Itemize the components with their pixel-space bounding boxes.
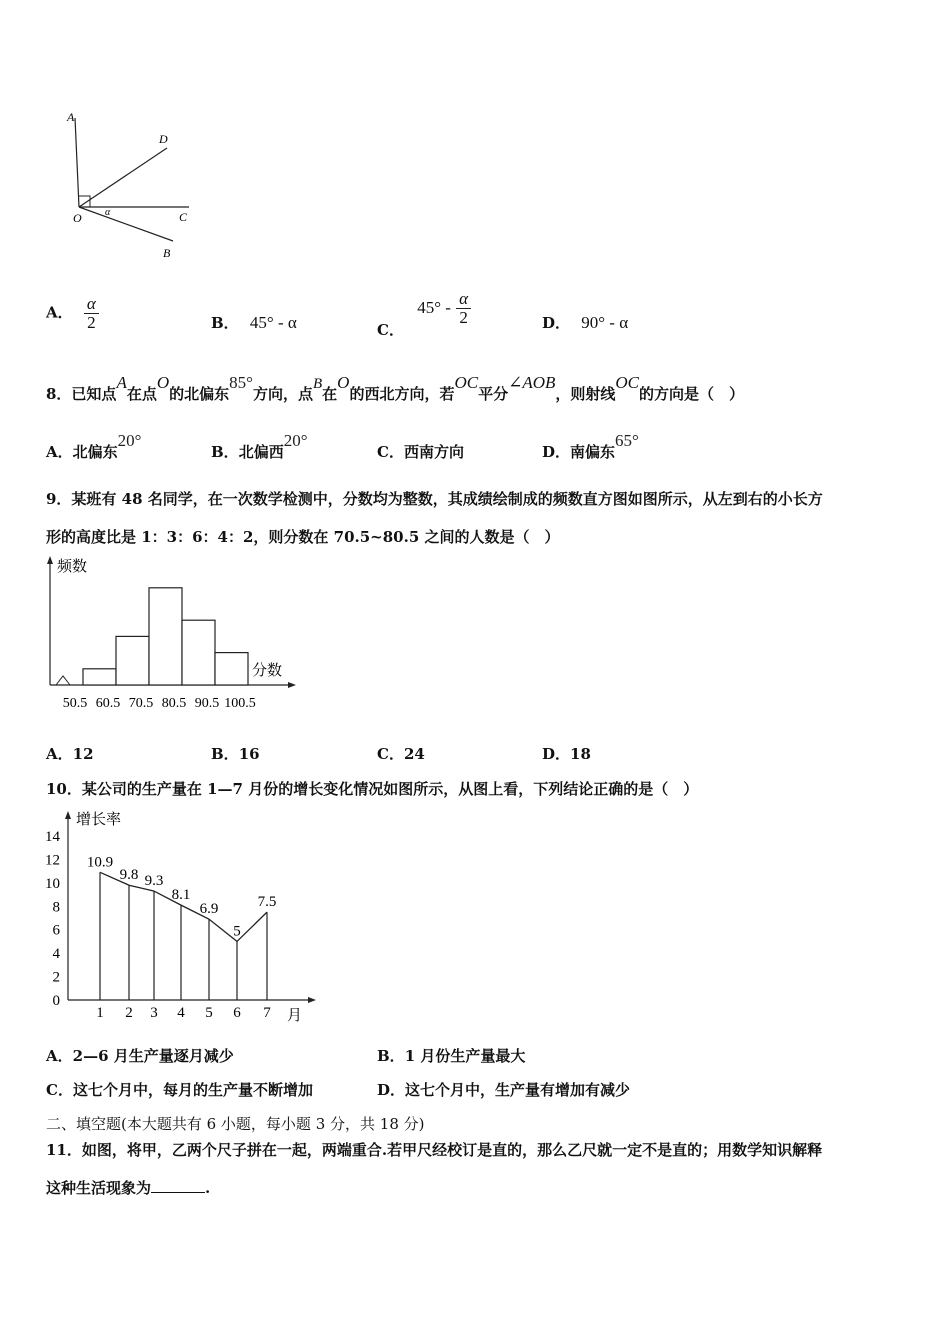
- histogram-bar: [149, 588, 182, 685]
- math-var: OC: [454, 373, 479, 392]
- fraction-denominator: 2: [459, 308, 468, 327]
- option-text: 2—6 月生产量逐月减少: [72, 1047, 234, 1065]
- q8-text: 方向，点: [252, 385, 313, 403]
- data-label: 5: [233, 923, 241, 940]
- math-angle: ∠AOB: [508, 373, 556, 392]
- q9-option-c[interactable]: [377, 743, 425, 764]
- option-letter: D．: [542, 314, 571, 332]
- option-text: 北偏东: [72, 443, 118, 461]
- option-text: 这七个月中，生产量有增加有减少: [405, 1081, 631, 1099]
- q7-option-c[interactable]: [377, 289, 471, 339]
- x-tick-label: 70.5: [128, 696, 154, 711]
- q8-text: 的方向是（ ）: [639, 385, 745, 403]
- x-axis-arrow: [288, 682, 296, 688]
- y-axis-arrow: [65, 811, 71, 819]
- label-O: O: [73, 211, 82, 225]
- option-text: 这七个月中，每月的生产量不断增加: [72, 1081, 313, 1099]
- x-tick-label: 100.5: [224, 696, 256, 711]
- fraction-denominator: 2: [87, 313, 96, 332]
- x-tick-label: 90.5: [194, 696, 220, 711]
- q11-text: .: [205, 1179, 211, 1197]
- q8-text: 在: [322, 385, 338, 403]
- histogram-bar: [182, 620, 215, 685]
- answer-blank[interactable]: [151, 1178, 205, 1193]
- option-letter: C．: [377, 320, 404, 339]
- x-axis-arrow: [308, 997, 316, 1003]
- fraction-numerator: α: [456, 290, 471, 309]
- x-tick-label: 6: [233, 1005, 241, 1021]
- option-expression: 45° -: [417, 297, 451, 317]
- q10-option-a[interactable]: [46, 1045, 234, 1066]
- math-degree: 85°: [229, 373, 253, 392]
- q8-option-d[interactable]: [542, 430, 639, 461]
- q10-stem: 10．某公司的生产量在 1—7 月份的增长变化情况如图所示，从图上看，下列结论正确的是（ ）: [46, 780, 699, 798]
- x-axis-label: 分数: [252, 663, 283, 679]
- q7-option-a[interactable]: [46, 295, 99, 332]
- option-letter: B．: [211, 443, 239, 461]
- data-label: 9.8: [119, 867, 139, 884]
- ray-OD: [79, 148, 167, 207]
- histogram-bar: [215, 653, 248, 685]
- y-tick-label: 14: [45, 829, 60, 845]
- q8-option-a[interactable]: [46, 430, 142, 461]
- option-text: 西南方向: [403, 443, 464, 461]
- y-tick-label: 6: [52, 922, 60, 939]
- option-letter: C．: [46, 1081, 73, 1099]
- section-title: 二、填空题(本大题共有 6 小题，每小题 3 分，共 18 分): [46, 1115, 425, 1133]
- ray-OB: [79, 207, 173, 241]
- option-letter: A．: [46, 303, 73, 322]
- q9-stem-line1: 9．某班有 48 名同学，在一次数学检测中，分数均为整数，其成绩绘制成的频数直方图如图所示，从左到右的小长方: [46, 490, 823, 508]
- q9-option-d[interactable]: [542, 743, 591, 764]
- label-B: B: [163, 246, 171, 260]
- y-tick-label: 8: [52, 899, 60, 916]
- option-text: 24: [403, 745, 425, 763]
- option-letter: B．: [211, 745, 239, 763]
- math-degree: 20°: [117, 431, 142, 450]
- data-label: 10.9: [86, 854, 114, 871]
- q7-option-b[interactable]: [211, 312, 297, 333]
- q8-text: 平分: [478, 385, 509, 403]
- q8-option-b[interactable]: [211, 430, 308, 461]
- data-label: 7.5: [257, 894, 277, 911]
- ray-OA: [75, 118, 79, 207]
- x-tick-label: 3: [150, 1005, 158, 1021]
- x-axis-label: 月: [287, 1008, 303, 1024]
- data-label: 8.1: [171, 887, 191, 904]
- option-letter: D．: [377, 1081, 406, 1099]
- x-tick-label: 2: [125, 1005, 133, 1021]
- q8-text: 在点: [126, 385, 157, 403]
- option-letter: A．: [46, 443, 73, 461]
- option-text: 北偏西: [238, 443, 284, 461]
- math-var: OC: [615, 373, 640, 392]
- x-tick-label: 80.5: [161, 696, 187, 711]
- data-label: 6.9: [199, 901, 219, 918]
- option-letter: A．: [46, 745, 73, 763]
- data-label: 9.3: [144, 873, 164, 890]
- q8-stem: [46, 372, 745, 403]
- y-axis-arrow: [47, 556, 53, 564]
- option-text: 1 月份生产量最大: [404, 1047, 526, 1065]
- q11-stem-line1: 11．如图，将甲，乙两个尺子拼在一起，两端重合.若甲尺经校订是直的，那么乙尺就一定不是直的；用数学知识解释: [46, 1141, 823, 1159]
- q10-option-d[interactable]: [377, 1079, 630, 1100]
- label-alpha: α: [105, 207, 111, 218]
- math-degree: 20°: [283, 431, 308, 450]
- option-expression: 90° - α: [581, 313, 629, 332]
- q7-option-d[interactable]: [542, 312, 628, 333]
- option-letter: D．: [542, 745, 571, 763]
- option-expression: 45° - α: [249, 313, 297, 332]
- y-tick-label: 4: [52, 946, 60, 963]
- q8-text: 8．已知点: [46, 385, 117, 403]
- option-letter: D．: [542, 443, 571, 461]
- x-tick-label: 60.5: [95, 696, 121, 711]
- option-text: 12: [72, 745, 94, 763]
- label-D: D: [159, 132, 168, 146]
- q8-text: 的西北方向，若: [349, 385, 455, 403]
- q9-option-a[interactable]: [46, 743, 94, 764]
- fraction: [456, 290, 471, 327]
- q8-text: 的北偏东: [169, 385, 230, 403]
- option-letter: B．: [211, 314, 239, 332]
- q10-option-c[interactable]: [46, 1079, 313, 1100]
- x-tick-label: 5: [205, 1005, 213, 1021]
- option-letter: A．: [46, 1047, 73, 1065]
- y-tick-label: 10: [45, 875, 60, 892]
- x-tick-label: 1: [96, 1005, 104, 1021]
- label-A: A: [67, 110, 75, 124]
- math-var: O: [156, 373, 170, 392]
- growth-rate-chart: [38, 808, 328, 1028]
- fraction-numerator: α: [84, 295, 99, 314]
- option-letter: B．: [377, 1047, 405, 1065]
- y-tick-label: 0: [52, 993, 60, 1009]
- q8-option-c[interactable]: [377, 441, 464, 462]
- q8-text: ，则射线: [555, 385, 616, 403]
- histogram-bar: [83, 669, 116, 685]
- x-tick-label: 7: [263, 1005, 271, 1021]
- label-C: C: [179, 210, 188, 224]
- math-var: A: [116, 373, 127, 392]
- math-degree: 65°: [615, 431, 639, 450]
- q10-option-b[interactable]: [377, 1045, 525, 1066]
- angle-figure: [55, 100, 205, 265]
- math-var: B: [312, 376, 323, 392]
- x-tick-label: 4: [177, 1005, 185, 1021]
- y-tick-label: 12: [45, 852, 60, 869]
- y-axis-label: 频数: [57, 559, 88, 575]
- q11-text: 这种生活现象为: [46, 1179, 152, 1197]
- option-letter: C．: [377, 745, 404, 763]
- math-var: O: [337, 373, 350, 392]
- q9-option-b[interactable]: [211, 743, 260, 764]
- option-text: 南偏东: [570, 443, 616, 461]
- y-tick-label: 2: [52, 969, 60, 986]
- q9-stem-line2: 形的高度比是 1：3：6：4：2，则分数在 70.5~80.5 之间的人数是（ ）: [46, 528, 560, 546]
- option-letter: C．: [377, 443, 404, 461]
- option-text: 18: [570, 745, 591, 763]
- fraction: [84, 295, 99, 332]
- histogram-bar: [116, 636, 149, 685]
- axis-break-mark: [56, 676, 70, 685]
- histogram-chart: [40, 552, 300, 717]
- x-tick-label: 50.5: [62, 696, 88, 711]
- q11-stem-line2: [46, 1177, 210, 1198]
- y-axis-label: 增长率: [76, 812, 122, 828]
- option-text: 16: [238, 745, 260, 763]
